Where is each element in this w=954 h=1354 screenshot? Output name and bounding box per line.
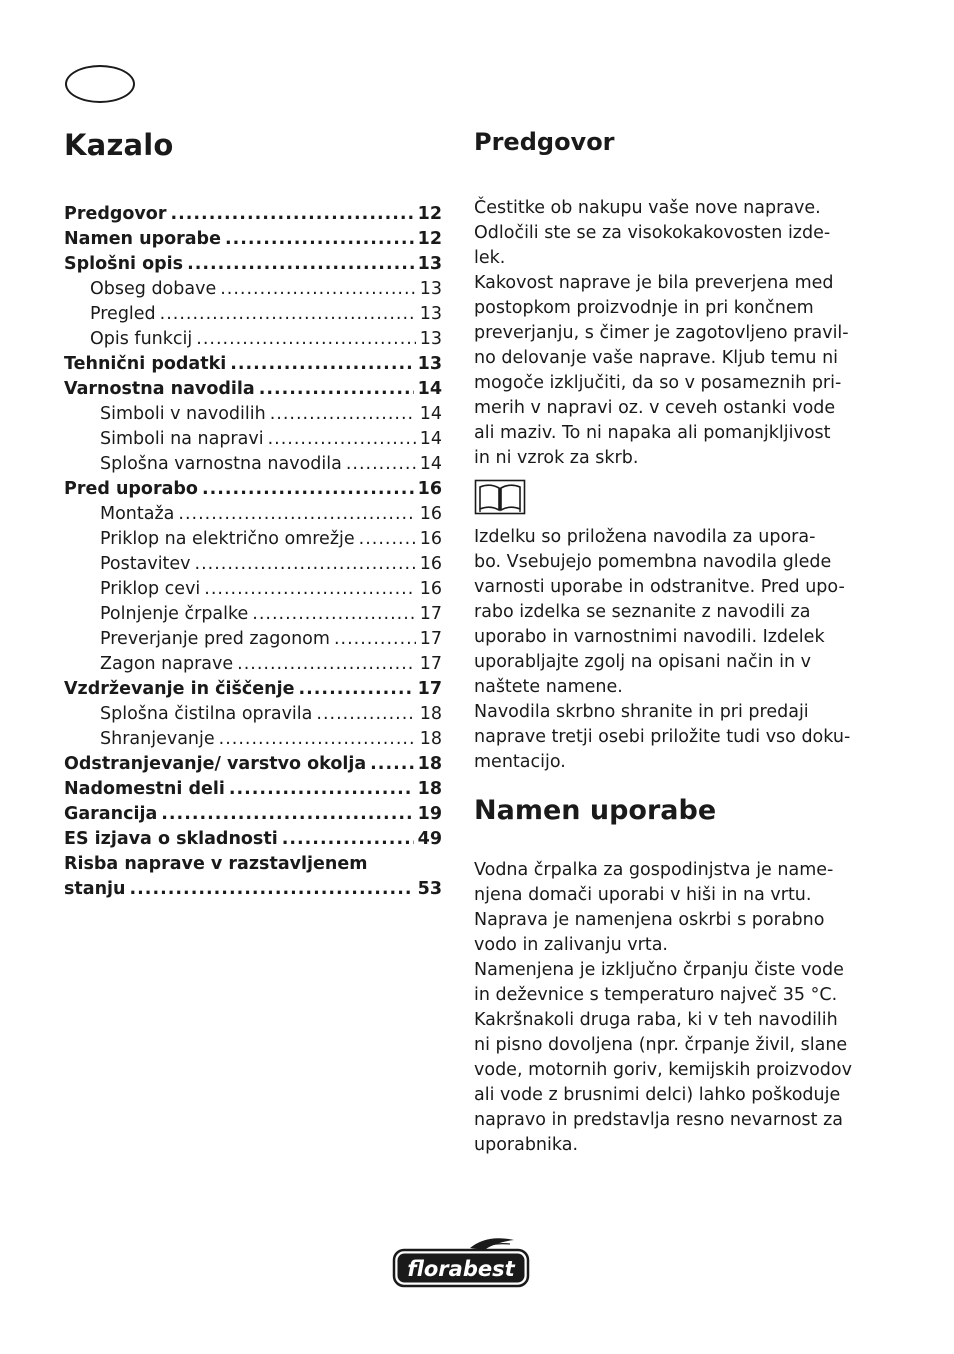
toc-entry (64, 652, 442, 677)
text-line: naprave tretji osebi priložite tudi vso doku- (474, 727, 851, 747)
toc-entry (64, 827, 442, 852)
text-line: Kakovost naprave je bila preverjena med (474, 273, 834, 293)
toc-entry (64, 402, 442, 427)
text-line: naštete namene. (474, 677, 623, 697)
toc-entry-page: 13 (417, 254, 442, 274)
toc-entry (64, 677, 442, 702)
toc-entry (64, 627, 442, 652)
toc-leader-dots (160, 302, 416, 327)
toc-entry-page: 17 (419, 654, 442, 674)
text-line: njena domači uporabi v hiši in na vrtu. (474, 885, 812, 905)
toc-entry-label: Varnostna navodila (64, 379, 255, 399)
toc-entry-line2 (64, 877, 442, 902)
text-line: ni pisno dovoljena (npr. črpanje živil, slane (474, 1035, 848, 1055)
toc-entry (64, 252, 442, 277)
text-line: rabo izdelka se seznanite z navodili za (474, 602, 811, 622)
text-line: Naprava je namenjena oskrbi s porabno (474, 910, 825, 930)
toc-entry (64, 527, 442, 552)
toc-leader-dots (282, 827, 414, 852)
toc-entry-page: 18 (419, 704, 442, 724)
toc-leader-dots (334, 627, 416, 652)
table-of-contents (64, 128, 442, 902)
text-line: lek. (474, 248, 506, 268)
logo-text: florabest (407, 1257, 515, 1281)
toc-entry-page: 18 (417, 754, 442, 774)
toc-entry-page: 18 (419, 729, 442, 749)
toc-leader-dots (252, 602, 415, 627)
toc-leader-dots (225, 227, 414, 252)
toc-entry-label: Pred uporabo (64, 479, 198, 499)
toc-entry-label: Odstranjevanje/ varstvo okolja (64, 754, 367, 774)
toc-entry (64, 577, 442, 602)
toc-entry-label: Polnjenje črpalke (100, 604, 249, 624)
toc-entry-page: 19 (417, 804, 442, 824)
toc-entry (64, 377, 442, 402)
text-line: ali vode z brusnimi delci) lahko poškoduje (474, 1085, 841, 1105)
toc-entry (64, 602, 442, 627)
preface-heading: Predgovor (474, 128, 615, 156)
toc-entry-line1 (64, 852, 442, 877)
text-line: uporabljajte zgolj na opisani način in v (474, 652, 811, 672)
toc-entry (64, 477, 442, 502)
text-line: uporabo in varnostnimi navodili. Izdelek (474, 627, 825, 647)
toc-leader-dots (268, 427, 416, 452)
toc-entry (64, 702, 442, 727)
toc-entry-page: 16 (419, 504, 442, 524)
toc-entry (64, 802, 442, 827)
toc-entry-label: Splošna varnostna navodila (100, 454, 342, 474)
toc-entry-label: Shranjevanje (100, 729, 215, 749)
toc-leader-dots (259, 377, 414, 402)
florabest-logo (392, 1236, 530, 1288)
text-line: merih v napravi oz. v ceveh ostanki vode (474, 398, 836, 418)
toc-entry-page: 17 (419, 604, 442, 624)
toc-leader-dots (346, 452, 416, 477)
toc-list (64, 202, 442, 902)
toc-entry-label: ES izjava o skladnosti (64, 829, 278, 849)
toc-entry-page: 49 (417, 829, 442, 849)
text-line: vodo in zalivanju vrta. (474, 935, 668, 955)
toc-entry-label: Vzdrževanje in čiščenje (64, 679, 295, 699)
language-badge-oval (65, 65, 135, 103)
toc-entry (64, 727, 442, 752)
toc-entry-page: 12 (417, 229, 442, 249)
toc-leader-dots (220, 277, 416, 302)
toc-entry-page: 16 (419, 529, 442, 549)
right-column (474, 128, 864, 1158)
toc-entry (64, 227, 442, 252)
text-line: mentacijo. (474, 752, 566, 772)
toc-entry-page: 16 (419, 554, 442, 574)
toc-leader-dots (230, 352, 413, 377)
toc-leader-dots (130, 877, 414, 902)
text-line: Namenjena je izključno črpanju čiste vode (474, 960, 844, 980)
toc-entry (64, 502, 442, 527)
toc-entry-label: Obseg dobave (90, 279, 217, 299)
toc-entry (64, 552, 442, 577)
toc-entry-page: 13 (419, 304, 442, 324)
text-line: Kakršnakoli druga raba, ki v teh navodilih (474, 1010, 838, 1030)
intended-use-heading: Namen uporabe (474, 795, 717, 826)
toc-entry-page: 53 (417, 879, 442, 899)
preface-text-a (474, 196, 864, 471)
text-line: mogoče izključiti, da so v posameznih pri- (474, 373, 842, 393)
text-line: Odločili ste se za visokokakovosten izde- (474, 223, 831, 243)
toc-entry-label: Splošni opis (64, 254, 184, 274)
toc-entry (64, 327, 442, 352)
toc-entry (64, 752, 442, 777)
toc-entry-label: Postavitev (100, 554, 191, 574)
toc-leader-dots (196, 327, 415, 352)
toc-entry-page: 14 (419, 454, 442, 474)
text-line: uporabnika. (474, 1135, 579, 1155)
toc-entry-page: 14 (419, 404, 442, 424)
text-line: Vodna črpalka za gospodinjstva je name- (474, 860, 834, 880)
text-line: ali maziv. To ni napaka ali pomanjkljivost (474, 423, 831, 443)
toc-entry-label: Simboli na napravi (100, 429, 264, 449)
toc-entry-label: Splošna čistilna opravila (100, 704, 313, 724)
toc-entry-label: Preverjanje pred zagonom (100, 629, 330, 649)
toc-leader-dots (178, 502, 415, 527)
toc-entry-label: Garancija (64, 804, 158, 824)
text-line: preverjanju, s čimer je zagotovljeno pravil- (474, 323, 849, 343)
toc-entry-label: Nadomestni deli (64, 779, 225, 799)
toc-entry-page: 13 (419, 329, 442, 349)
toc-leader-dots (370, 752, 413, 777)
toc-leader-dots (316, 702, 415, 727)
text-line: in deževnice s temperaturo največ 35 °C. (474, 985, 838, 1005)
toc-entry-page: 18 (417, 779, 442, 799)
toc-entry-label: Opis funkcij (90, 329, 193, 349)
toc-entry (64, 277, 442, 302)
toc-entry-label: Montaža (100, 504, 175, 524)
text-line: Čestitke ob nakupu vaše nove naprave. (474, 198, 821, 218)
toc-entry-label: Predgovor (64, 204, 167, 224)
toc-leader-dots (187, 252, 414, 277)
toc-entry-page: 14 (419, 429, 442, 449)
intended-use-text (474, 858, 864, 1158)
toc-entry-label: Zagon naprave (100, 654, 234, 674)
toc-leader-dots (161, 802, 413, 827)
toc-entry-page: 12 (417, 204, 442, 224)
toc-entry-page: 13 (417, 354, 442, 374)
toc-entry-label: Priklop na električno omrežje (100, 529, 355, 549)
toc-entry-page: 16 (417, 479, 442, 499)
toc-entry (64, 427, 442, 452)
preface-text-b (474, 525, 864, 775)
toc-entry-label: Priklop cevi (100, 579, 201, 599)
toc-entry-label: stanju (64, 879, 126, 899)
toc-leader-dots (204, 577, 415, 602)
text-line: varnosti uporabe in odstranitve. Pred upo- (474, 577, 845, 597)
toc-entry-page: 17 (417, 679, 442, 699)
toc-title: Kazalo (64, 128, 174, 162)
toc-entry (64, 302, 442, 327)
toc-entry (64, 452, 442, 477)
toc-entry-page: 13 (419, 279, 442, 299)
toc-entry-label: Pregled (90, 304, 156, 324)
toc-entry-label: Simboli v navodilih (100, 404, 266, 424)
toc-entry-label: Tehnični podatki (64, 354, 227, 374)
text-line: bo. Vsebujejo pomembna navodila glede (474, 552, 832, 572)
text-line: napravo in predstavlja resno nevarnost za (474, 1110, 843, 1130)
toc-entry (64, 352, 442, 377)
toc-leader-dots (195, 552, 416, 577)
toc-leader-dots (202, 477, 414, 502)
text-line: no delovanje vaše naprave. Kljub temu ni (474, 348, 839, 368)
text-line: Navodila skrbno shranite in pri predaji (474, 702, 809, 722)
toc-entry-page: 16 (419, 579, 442, 599)
text-line: in ni vzrok za skrb. (474, 448, 639, 468)
toc-leader-dots (229, 777, 414, 802)
toc-leader-dots (298, 677, 413, 702)
toc-entry-label: Namen uporabe (64, 229, 221, 249)
toc-leader-dots (219, 727, 416, 752)
toc-leader-dots (237, 652, 416, 677)
text-line: Izdelku so priložena navodila za upora- (474, 527, 816, 547)
toc-entry-label: Risba naprave v razstavljenem (64, 854, 368, 874)
toc-entry-page: 17 (419, 629, 442, 649)
toc-leader-dots (359, 527, 416, 552)
text-line: postopkom proizvodnje in pri končnem (474, 298, 814, 318)
toc-leader-dots (270, 402, 416, 427)
text-line: vode, motornih goriv, kemijskih proizvodov (474, 1060, 852, 1080)
toc-entry (64, 777, 442, 802)
manual-book-icon (474, 479, 526, 515)
toc-leader-dots (170, 202, 413, 227)
toc-entry-page: 14 (417, 379, 442, 399)
toc-entry (64, 202, 442, 227)
